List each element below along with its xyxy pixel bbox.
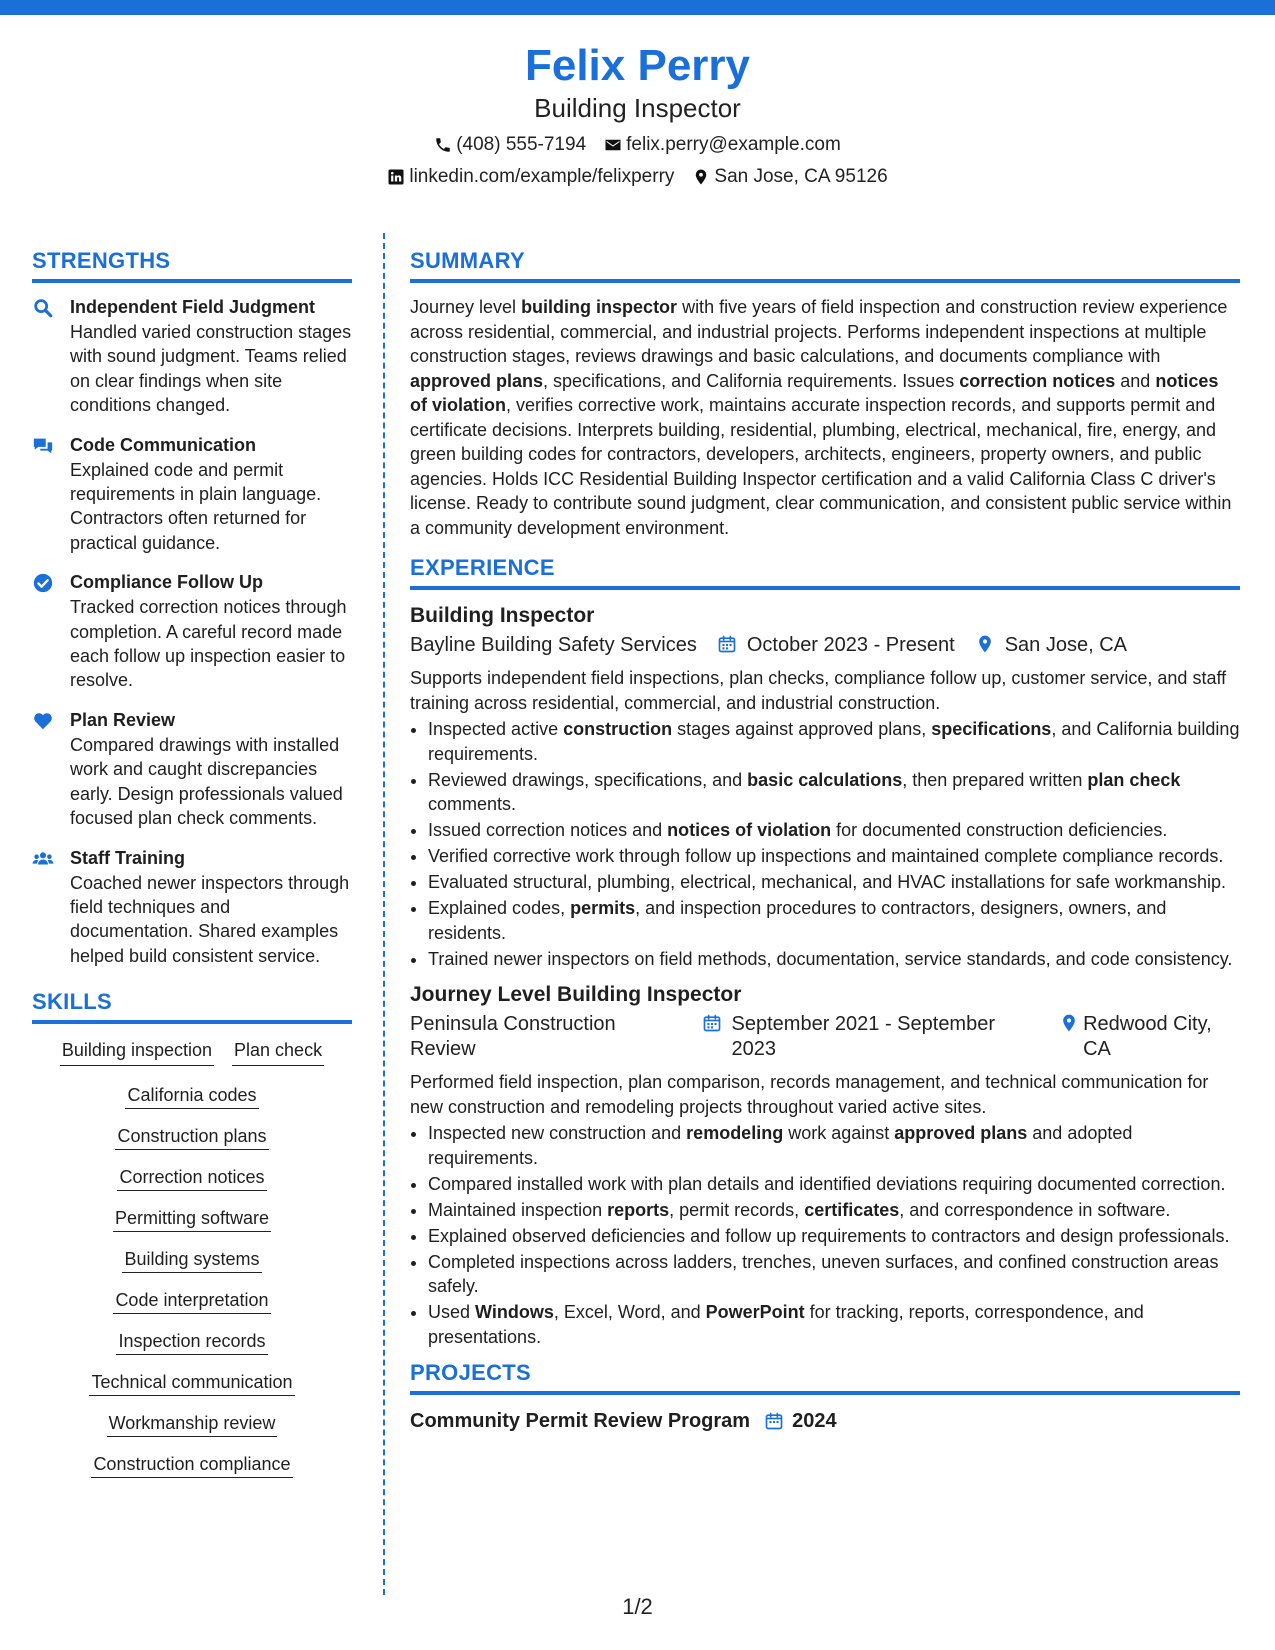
- projects-heading: PROJECTS: [410, 1359, 1240, 1395]
- chat-bubbles-icon: [32, 435, 54, 457]
- skill-tag: Building inspection: [60, 1038, 214, 1066]
- phone-text: (408) 555-7194: [456, 134, 587, 155]
- job-bullet: • Evaluated structural, plumbing, electrical, mechanical, and HVAC installations for safe workmanship.: [428, 870, 1240, 895]
- strength-title: Independent Field Judgment: [70, 297, 316, 317]
- email-text: felix.perry@example.com: [626, 134, 841, 155]
- left-column: [32, 247, 352, 1493]
- job-bullet: • Verified corrective work through follow up inspections and maintained complete compliance records.: [428, 844, 1240, 869]
- linkedin-icon: [387, 168, 405, 186]
- strength-item: [32, 570, 352, 693]
- strength-description: Compared drawings with installed work and caught discrepancies early. Design professionals valued focused plan check comments.: [70, 734, 343, 829]
- strength-title: Plan Review: [70, 709, 176, 730]
- calendar-icon: [702, 1012, 722, 1034]
- skills-heading: SKILLS: [32, 988, 352, 1024]
- summary-text: Journey level building inspector with five years of field inspection and construction review experience across residential, commercial, and industrial projects. Performs independent inspections at multiple construction stages, reviews drawings and basic calculations, and documents compliance with approved plans, specifications, and California requirements. Issues correction notices and notices of violation, verifies corrective work, maintains accurate inspection records, and supports permit and certificate decisions. Interprets building, residential, plumbing, electrical, mechanical, fire, energy, and green building codes for contractors, developers, architects, engineers, property owners, and public agencies. Holds ICC Residential Building Inspector certification and a valid California Class C driver's license. Ready to contribute sound judgment, clear communication, and consistent public service within a community development environment.: [410, 297, 1232, 538]
- skill-row: [32, 1247, 352, 1271]
- linkedin-text: linkedin.com/example/felixperry: [409, 166, 675, 187]
- resume-header: [0, 40, 1275, 190]
- job-meta: [410, 633, 1240, 658]
- heart-icon: [32, 710, 54, 732]
- strength-item: [32, 708, 352, 831]
- job-dates: October 2023 - Present: [746, 634, 955, 656]
- strengths-heading: STRENGTHS: [32, 247, 352, 283]
- strength-description: Explained code and permit requirements in plain language. Contractors often returned for practical guidance.: [70, 459, 322, 553]
- job-entry: [410, 981, 1240, 1349]
- skill-tag: Inspection records: [116, 1331, 267, 1355]
- job-bullet: • Completed inspections across ladders, trenches, uneven surfaces, and confined construction areas safely.: [428, 1250, 1240, 1299]
- skill-tag: Correction notices: [117, 1167, 266, 1191]
- project-year: 2024: [792, 1410, 837, 1432]
- experience-heading: EXPERIENCE: [410, 554, 1240, 590]
- company-name: Peninsula Construction Review: [410, 1013, 616, 1060]
- skill-row: [32, 1288, 352, 1312]
- skill-tag: Construction plans: [115, 1126, 268, 1150]
- skill-row: [32, 1206, 352, 1230]
- strength-title: Staff Training: [70, 847, 186, 868]
- job-meta: [410, 1012, 1240, 1062]
- skill-tag: Technical communication: [89, 1372, 294, 1396]
- calendar-icon: [717, 633, 737, 655]
- skill-tag: Code interpretation: [113, 1290, 270, 1314]
- location-text: San Jose, CA 95126: [714, 166, 888, 187]
- strength-description: Handled varied construction stages with sound judgment. Teams relied on clear findings when site conditions changed.: [70, 322, 352, 416]
- skill-tag: California codes: [125, 1085, 258, 1109]
- summary-heading: SUMMARY: [410, 247, 1240, 283]
- skill-tag: Permitting software: [113, 1208, 271, 1232]
- skill-row: [32, 1370, 352, 1394]
- job-location: Redwood City, CA: [1083, 1013, 1212, 1060]
- strength-item: [32, 433, 352, 556]
- column-divider: [383, 233, 385, 1595]
- users-icon: [32, 848, 54, 870]
- project-title: Community Permit Review Program: [410, 1410, 751, 1432]
- linkedin-contact[interactable]: [387, 164, 674, 190]
- skill-tag: Plan check: [232, 1038, 324, 1066]
- job-bullet: • Maintained inspection reports, permit records, certificates, and correspondence in software.: [428, 1198, 1240, 1223]
- skill-row: [32, 1329, 352, 1353]
- job-bullet: • Used Windows, Excel, Word, and PowerPoint for tracking, reports, correspondence, and presentations.: [428, 1300, 1240, 1349]
- skill-tag: Workmanship review: [107, 1413, 278, 1437]
- job-bullet: • Inspected new construction and remodeling work against approved plans and adopted requirements.: [428, 1121, 1240, 1170]
- job-bullet: • Explained codes, permits, and inspection procedures to contractors, designers, owners, and residents.: [428, 896, 1240, 945]
- check-circle-icon: [32, 572, 54, 594]
- skill-row: [32, 1452, 352, 1476]
- job-bullet: • Compared installed work with plan details and identified deviations requiring documented correction.: [428, 1172, 1240, 1197]
- top-accent-bar: [0, 0, 1275, 15]
- email-contact[interactable]: [604, 132, 841, 158]
- map-pin-icon: [975, 633, 995, 655]
- skill-tag: Building systems: [122, 1249, 261, 1273]
- job-bullet: • Trained newer inspectors on field methods, documentation, service standards, and code consistency.: [428, 947, 1240, 972]
- location-contact: [692, 164, 887, 190]
- job-bullets: [410, 717, 1240, 971]
- strength-description: Coached newer inspectors through field techniques and documentation. Shared examples helped build consistent service.: [70, 872, 350, 966]
- candidate-name: Felix Perry: [524, 41, 751, 90]
- strength-item: [32, 846, 352, 969]
- magnifier-icon: [32, 297, 54, 319]
- job-bullet: • Issued correction notices and notices of violation for documented construction deficiencies.: [428, 818, 1240, 843]
- job-entry: [410, 602, 1240, 971]
- candidate-title: Building Inspector: [534, 93, 741, 123]
- company-name: Bayline Building Safety Services: [410, 634, 697, 656]
- skill-row: [32, 1083, 352, 1107]
- job-bullet: • Reviewed drawings, specifications, and basic calculations, then prepared written plan check comments.: [428, 768, 1240, 817]
- job-dates: September 2021 - September 2023: [731, 1013, 996, 1060]
- job-title: Building Inspector: [410, 604, 595, 627]
- job-description: Performed field inspection, plan comparison, records management, and technical communication for new construction and remodeling projects throughout varied active sites.: [410, 1072, 1209, 1117]
- map-pin-icon: [692, 168, 710, 186]
- calendar-icon: [764, 1410, 784, 1432]
- job-location: San Jose, CA: [1004, 634, 1128, 656]
- page-number: 1/2: [622, 1594, 653, 1619]
- skill-row: [32, 1124, 352, 1148]
- skill-row: [32, 1165, 352, 1189]
- phone-contact[interactable]: [434, 132, 586, 158]
- phone-icon: [434, 136, 452, 154]
- contact-row-1: [0, 132, 1275, 158]
- skill-row: [32, 1411, 352, 1435]
- strength-title: Code Communication: [70, 434, 257, 455]
- job-bullet: • Inspected active construction stages against approved plans, specifications, and California building requirements.: [428, 717, 1240, 766]
- strength-item: [32, 295, 352, 418]
- job-bullet: • Explained observed deficiencies and follow up requirements to contractors and design professionals.: [428, 1224, 1240, 1249]
- envelope-icon: [604, 136, 622, 154]
- job-bullets: [410, 1121, 1240, 1349]
- strength-description: Tracked correction notices through completion. A careful record made each follow up inspection easier to resolve.: [70, 597, 347, 691]
- map-pin-icon: [1059, 1012, 1079, 1034]
- skill-tag: Construction compliance: [91, 1454, 292, 1478]
- contact-row-2: [0, 164, 1275, 190]
- job-description: Supports independent field inspections, plan checks, compliance follow up, customer service, and staff training across residential, commercial, and industrial construction.: [410, 668, 1227, 713]
- job-title: Journey Level Building Inspector: [410, 983, 742, 1006]
- project-entry: [410, 1407, 1240, 1435]
- skills-list: [32, 1038, 352, 1493]
- right-column: [410, 247, 1240, 1435]
- strength-title: Compliance Follow Up: [70, 572, 264, 593]
